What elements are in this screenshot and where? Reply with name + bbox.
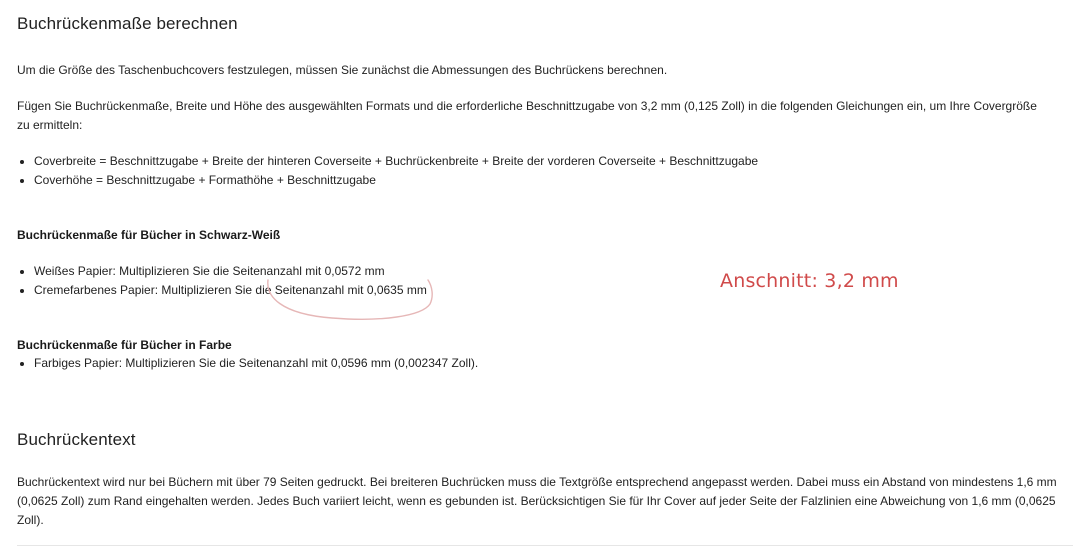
section-title-spine-dimensions: Buchrückenmaße berechnen [17, 14, 238, 33]
bleed-annotation: Anschnitt: 3,2 mm [720, 270, 899, 292]
bw-heading: Buchrückenmaße für Bücher in Schwarz-Weiß [17, 228, 281, 242]
formula-list [17, 152, 1080, 190]
formula-cover-width: • Coverbreite = Beschnittzugabe + Breite der hinteren Coverseite + Buchrückenbreite + Breite der vorderen Coverseite + Beschnittzugabe [34, 152, 1080, 171]
bw-item-white-paper: • Weißes Papier: Multiplizieren Sie die Seitenanzahl mit 0,0572 mm [34, 262, 734, 281]
handwritten-underline-scribble [262, 276, 438, 328]
formula-cover-height: • Coverhöhe = Beschnittzugabe + Formathöhe + Beschnittzugabe [34, 171, 1080, 190]
spine-text-paragraph: Buchrückentext wird nur bei Büchern mit über 79 Seiten gedruckt. Bei breiteren Buchrücken muss die Textgröße entsprechend angepasst werden. Dabei muss ein Abstand von mindestens 1,6 mm (0,0625 Zoll) zum Rand eingehalten werden. Jedes Buch variiert leicht, wenn es gebunden ist. Berücksichtigen Sie für Ihr Cover auf jeder Seite der Falzlinien eine Abweichung von 1,6 mm (0,0625 Zoll). [17, 475, 1057, 527]
bw-item-cream-paper: • Cremefarbenes Papier: Multiplizieren Sie die Seitenanzahl mit 0,0635 mm [34, 281, 734, 300]
color-list [17, 354, 734, 373]
instructions-paragraph: Fügen Sie Buchrückenmaße, Breite und Höhe des ausgewählten Formats und die erforderliche Beschnittzugabe von 3,2 mm (0,125 Zoll) in die folgenden Gleichungen ein, um Ihre Covergröße zu ermitteln: [17, 99, 1037, 132]
intro-paragraph: Um die Größe des Taschenbuchcovers festzulegen, müssen Sie zunächst die Abmessungen des Buchrückens berechnen. [17, 63, 668, 77]
divider [17, 545, 1073, 546]
color-heading: Buchrückenmaße für Bücher in Farbe [17, 338, 232, 352]
section-title-spine-text: Buchrückentext [17, 430, 136, 449]
color-item-colored-paper: • Farbiges Papier: Multiplizieren Sie die Seitenanzahl mit 0,0596 mm (0,002347 Zoll). [34, 354, 734, 373]
